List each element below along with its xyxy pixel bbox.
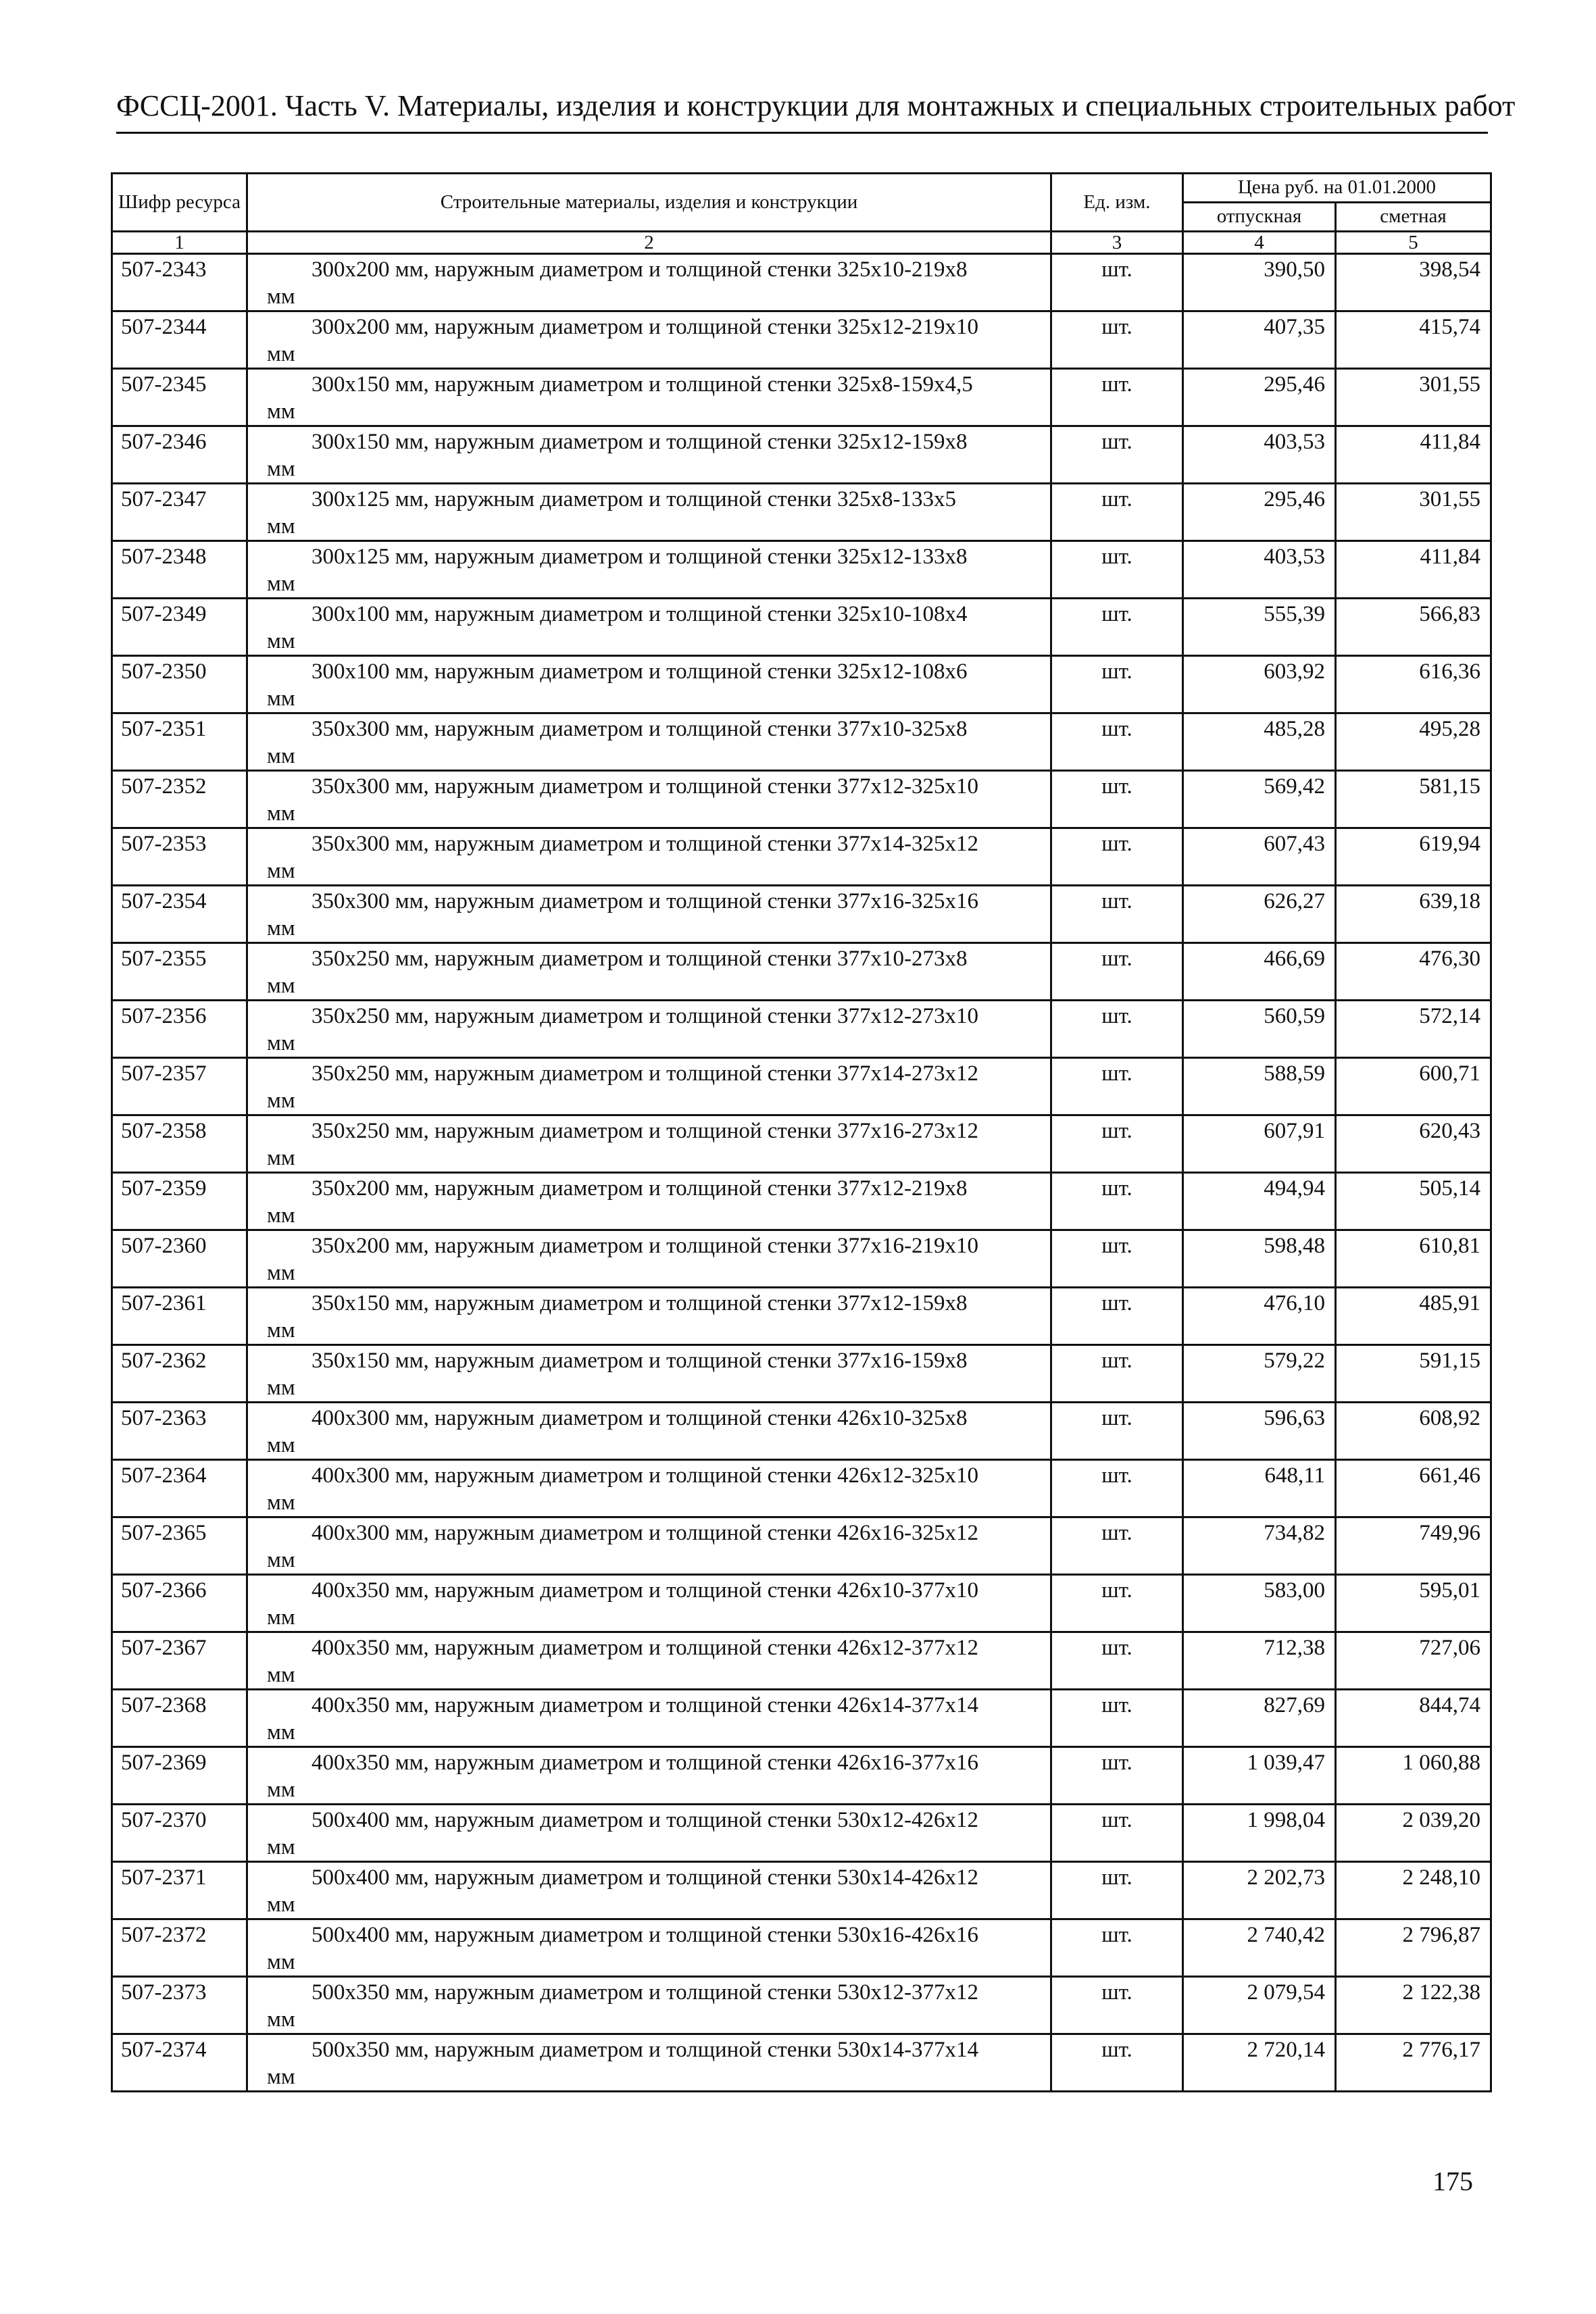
cell-description [247,943,1051,1001]
cell-resource-code: 507-2364 [112,1460,247,1517]
col-header-name: Строительные материалы, изделия и конструкции [247,174,1051,232]
cell-release-price: 579,22 [1183,1345,1336,1403]
description-text: 350х200 мм, наружным диаметром и толщиной стенки 377х12-219х8 [311,1176,968,1201]
cell-unit: шт. [1051,1345,1183,1403]
description-text: 350х150 мм, наружным диаметром и толщиной стенки 377х12-159х8 [311,1291,968,1315]
table-row [112,1805,1491,1862]
description-unit-tail: мм [267,342,295,366]
cell-release-price: 2 720,14 [1183,2034,1336,2092]
col-number-1: 1 [112,232,247,254]
cell-description [247,1919,1051,1977]
cell-estimate-price: 301,55 [1336,369,1491,426]
table-row [112,1632,1491,1690]
cell-unit: шт. [1051,1173,1183,1230]
table-row [112,1173,1491,1230]
table-row [112,484,1491,541]
cell-estimate-price: 398,54 [1336,254,1491,311]
cell-resource-code: 507-2351 [112,713,247,771]
cell-estimate-price: 505,14 [1336,1173,1491,1230]
cell-unit: шт. [1051,1288,1183,1345]
cell-resource-code: 507-2352 [112,771,247,828]
cell-release-price: 295,46 [1183,484,1336,541]
cell-description [247,1747,1051,1805]
col-header-estimate: сметная [1336,203,1491,232]
cell-estimate-price: 2 122,38 [1336,1977,1491,2034]
description-text: 400х350 мм, наружным диаметром и толщиной стенки 426х12-377х12 [311,1636,979,1660]
cell-resource-code: 507-2368 [112,1690,247,1747]
cell-description [247,1805,1051,1862]
cell-resource-code: 507-2349 [112,599,247,656]
cell-description [247,1001,1051,1058]
cell-estimate-price: 749,96 [1336,1517,1491,1575]
cell-unit: шт. [1051,1690,1183,1747]
description-unit-tail: мм [267,1031,295,1055]
cell-resource-code: 507-2350 [112,656,247,713]
cell-unit: шт. [1051,1747,1183,1805]
cell-description [247,1403,1051,1460]
cell-description [247,1517,1051,1575]
cell-resource-code: 507-2357 [112,1058,247,1115]
table-row [112,254,1491,311]
description-unit-tail: мм [267,1146,295,1170]
table-row [112,1345,1491,1403]
description-unit-tail: мм [267,2065,295,2089]
cell-release-price: 2 079,54 [1183,1977,1336,2034]
cell-estimate-price: 301,55 [1336,484,1491,541]
description-unit-tail: мм [267,1433,295,1457]
description-unit-tail: мм [267,1950,295,1974]
table-row [112,1403,1491,1460]
cell-estimate-price: 566,83 [1336,599,1491,656]
cell-estimate-price: 581,15 [1336,771,1491,828]
cell-estimate-price: 727,06 [1336,1632,1491,1690]
table-head [112,174,1491,254]
cell-release-price: 555,39 [1183,599,1336,656]
cell-description [247,2034,1051,2092]
table-row [112,943,1491,1001]
cell-resource-code: 507-2374 [112,2034,247,2092]
cell-description [247,1173,1051,1230]
cell-resource-code: 507-2362 [112,1345,247,1403]
cell-unit: шт. [1051,484,1183,541]
description-unit-tail: мм [267,1318,295,1342]
cell-description [247,541,1051,599]
cell-release-price: 607,91 [1183,1115,1336,1173]
description-text: 300х200 мм, наружным диаметром и толщиной стенки 325х12-219х10 [311,315,979,339]
description-text: 300х125 мм, наружным диаметром и толщиной стенки 325х12-133х8 [311,545,968,569]
description-text: 300х150 мм, наружным диаметром и толщиной стенки 325х8-159х4,5 [311,372,973,397]
description-text: 500х400 мм, наружным диаметром и толщиной стенки 530х14-426х12 [311,1865,979,1890]
cell-estimate-price: 595,01 [1336,1575,1491,1632]
cell-release-price: 407,35 [1183,311,1336,369]
cell-description [247,1058,1051,1115]
cell-resource-code: 507-2372 [112,1919,247,1977]
cell-description [247,599,1051,656]
description-unit-tail: мм [267,457,295,481]
table-row [112,886,1491,943]
description-unit-tail: мм [267,1778,295,1802]
cell-estimate-price: 476,30 [1336,943,1491,1001]
table-row [112,1747,1491,1805]
description-text: 300х100 мм, наружным диаметром и толщиной стенки 325х10-108х4 [311,602,968,626]
table-row [112,2034,1491,2092]
description-text: 350х300 мм, наружным диаметром и толщиной стенки 377х12-325х10 [311,774,979,799]
price-table [111,172,1492,2092]
table-body [112,254,1491,2092]
cell-resource-code: 507-2365 [112,1517,247,1575]
table-row [112,1115,1491,1173]
table-row [112,771,1491,828]
description-unit-tail: мм [267,1203,295,1228]
description-unit-tail: мм [267,1663,295,1687]
cell-description [247,311,1051,369]
table-row [112,713,1491,771]
cell-estimate-price: 639,18 [1336,886,1491,943]
cell-release-price: 295,46 [1183,369,1336,426]
cell-resource-code: 507-2354 [112,886,247,943]
cell-resource-code: 507-2373 [112,1977,247,2034]
cell-resource-code: 507-2355 [112,943,247,1001]
cell-description [247,1345,1051,1403]
col-number-5: 5 [1336,232,1491,254]
cell-estimate-price: 844,74 [1336,1690,1491,1747]
description-text: 500х400 мм, наружным диаметром и толщиной стенки 530х12-426х12 [311,1808,979,1832]
cell-estimate-price: 411,84 [1336,426,1491,484]
description-text: 400х300 мм, наружным диаметром и толщиной стенки 426х10-325х8 [311,1406,968,1430]
page-header-title: ФССЦ-2001. Часть V. Материалы, изделия и конструкции для монтажных и специальных строительных работ [116,89,1516,122]
table-row [112,599,1491,656]
cell-release-price: 626,27 [1183,886,1336,943]
cell-resource-code: 507-2345 [112,369,247,426]
description-unit-tail: мм [267,859,295,883]
cell-unit: шт. [1051,713,1183,771]
description-unit-tail: мм [267,801,295,826]
cell-unit: шт. [1051,771,1183,828]
cell-unit: шт. [1051,369,1183,426]
description-text: 350х250 мм, наружным диаметром и толщиной стенки 377х16-273х12 [311,1119,979,1143]
cell-release-price: 403,53 [1183,541,1336,599]
table-row [112,1517,1491,1575]
description-unit-tail: мм [267,1835,295,1859]
cell-unit: шт. [1051,1575,1183,1632]
col-number-2: 2 [247,232,1051,254]
cell-unit: шт. [1051,1919,1183,1977]
table-row [112,1230,1491,1288]
description-text: 300х100 мм, наружным диаметром и толщиной стенки 325х12-108х6 [311,659,968,684]
cell-unit: шт. [1051,1862,1183,1919]
table-row [112,1288,1491,1345]
cell-release-price: 607,43 [1183,828,1336,886]
cell-estimate-price: 608,92 [1336,1403,1491,1460]
cell-release-price: 494,94 [1183,1173,1336,1230]
cell-estimate-price: 661,46 [1336,1460,1491,1517]
cell-description [247,1575,1051,1632]
table-row [112,426,1491,484]
description-unit-tail: мм [267,1376,295,1400]
description-unit-tail: мм [267,744,295,768]
description-text: 300х125 мм, наружным диаметром и толщиной стенки 325х8-133х5 [311,487,957,511]
cell-unit: шт. [1051,1805,1183,1862]
description-unit-tail: мм [267,1892,295,1917]
description-unit-tail: мм [267,514,295,538]
cell-release-price: 648,11 [1183,1460,1336,1517]
cell-description [247,713,1051,771]
cell-release-price: 596,63 [1183,1403,1336,1460]
description-text: 350х250 мм, наружным диаметром и толщиной стенки 377х12-273х10 [311,1004,979,1028]
cell-release-price: 588,59 [1183,1058,1336,1115]
cell-release-price: 476,10 [1183,1288,1336,1345]
cell-unit: шт. [1051,943,1183,1001]
description-text: 500х350 мм, наружным диаметром и толщиной стенки 530х12-377х12 [311,1980,979,2005]
cell-release-price: 603,92 [1183,656,1336,713]
cell-unit: шт. [1051,426,1183,484]
description-text: 350х200 мм, наружным диаметром и толщиной стенки 377х16-219х10 [311,1234,979,1258]
cell-estimate-price: 620,43 [1336,1115,1491,1173]
table-row [112,1919,1491,1977]
description-text: 400х350 мм, наружным диаметром и толщиной стенки 426х14-377х14 [311,1693,979,1717]
description-text: 350х300 мм, наружным диаметром и толщиной стенки 377х14-325х12 [311,832,979,856]
cell-resource-code: 507-2358 [112,1115,247,1173]
cell-description [247,886,1051,943]
cell-unit: шт. [1051,1977,1183,2034]
cell-resource-code: 507-2366 [112,1575,247,1632]
cell-estimate-price: 2 248,10 [1336,1862,1491,1919]
description-unit-tail: мм [267,1088,295,1113]
cell-estimate-price: 2 776,17 [1336,2034,1491,2092]
description-unit-tail: мм [267,2007,295,2032]
description-text: 350х300 мм, наружным диаметром и толщиной стенки 377х10-325х8 [311,717,968,741]
cell-unit: шт. [1051,1230,1183,1288]
description-text: 350х250 мм, наружным диаметром и толщиной стенки 377х10-273х8 [311,947,968,971]
description-text: 400х350 мм, наружным диаметром и толщиной стенки 426х10-377х10 [311,1578,979,1603]
cell-description [247,828,1051,886]
cell-description [247,1632,1051,1690]
cell-description [247,1230,1051,1288]
table-row [112,1460,1491,1517]
cell-release-price: 2 740,42 [1183,1919,1336,1977]
cell-description [247,656,1051,713]
cell-resource-code: 507-2344 [112,311,247,369]
cell-resource-code: 507-2363 [112,1403,247,1460]
table-row [112,1058,1491,1115]
description-unit-tail: мм [267,284,295,309]
table-row [112,369,1491,426]
cell-unit: шт. [1051,886,1183,943]
cell-release-price: 734,82 [1183,1517,1336,1575]
table-row [112,1690,1491,1747]
cell-estimate-price: 600,71 [1336,1058,1491,1115]
table-row [112,1862,1491,1919]
col-header-release: отпускная [1183,203,1336,232]
description-unit-tail: мм [267,1490,295,1515]
cell-unit: шт. [1051,656,1183,713]
cell-release-price: 827,69 [1183,1690,1336,1747]
cell-resource-code: 507-2356 [112,1001,247,1058]
cell-resource-code: 507-2360 [112,1230,247,1288]
cell-estimate-price: 572,14 [1336,1001,1491,1058]
description-text: 400х350 мм, наружным диаметром и толщиной стенки 426х16-377х16 [311,1751,979,1775]
description-text: 300х150 мм, наружным диаметром и толщиной стенки 325х12-159х8 [311,430,968,454]
cell-estimate-price: 495,28 [1336,713,1491,771]
cell-release-price: 569,42 [1183,771,1336,828]
cell-resource-code: 507-2367 [112,1632,247,1690]
cell-description [247,1977,1051,2034]
cell-unit: шт. [1051,828,1183,886]
cell-description [247,254,1051,311]
cell-description [247,369,1051,426]
cell-estimate-price: 591,15 [1336,1345,1491,1403]
cell-resource-code: 507-2347 [112,484,247,541]
cell-estimate-price: 415,74 [1336,311,1491,369]
table-row [112,1001,1491,1058]
page-number: 175 [1432,2166,1473,2196]
cell-estimate-price: 1 060,88 [1336,1747,1491,1805]
description-unit-tail: мм [267,1605,295,1630]
cell-unit: шт. [1051,311,1183,369]
cell-unit: шт. [1051,1115,1183,1173]
table-row [112,541,1491,599]
cell-resource-code: 507-2370 [112,1805,247,1862]
description-text: 500х400 мм, наружным диаметром и толщиной стенки 530х16-426х16 [311,1923,979,1947]
cell-release-price: 560,59 [1183,1001,1336,1058]
cell-release-price: 583,00 [1183,1575,1336,1632]
cell-estimate-price: 619,94 [1336,828,1491,886]
description-text: 500х350 мм, наружным диаметром и толщиной стенки 530х14-377х14 [311,2038,979,2062]
cell-resource-code: 507-2371 [112,1862,247,1919]
col-number-4: 4 [1183,232,1336,254]
cell-unit: шт. [1051,1058,1183,1115]
cell-description [247,1115,1051,1173]
description-unit-tail: мм [267,572,295,596]
cell-release-price: 1 998,04 [1183,1805,1336,1862]
description-text: 350х250 мм, наружным диаметром и толщиной стенки 377х14-273х12 [311,1061,979,1086]
cell-estimate-price: 2 796,87 [1336,1919,1491,1977]
cell-release-price: 485,28 [1183,713,1336,771]
description-unit-tail: мм [267,1548,295,1572]
cell-unit: шт. [1051,2034,1183,2092]
cell-resource-code: 507-2369 [112,1747,247,1805]
cell-resource-code: 507-2348 [112,541,247,599]
description-text: 350х300 мм, наружным диаметром и толщиной стенки 377х16-325х16 [311,889,979,913]
table-row [112,1575,1491,1632]
cell-release-price: 712,38 [1183,1632,1336,1690]
header-divider [116,132,1488,134]
cell-release-price: 1 039,47 [1183,1747,1336,1805]
description-unit-tail: мм [267,1261,295,1285]
description-unit-tail: мм [267,916,295,940]
description-text: 300х200 мм, наружным диаметром и толщиной стенки 325х10-219х8 [311,257,968,282]
cell-estimate-price: 411,84 [1336,541,1491,599]
col-header-price: Цена руб. на 01.01.2000 [1183,174,1491,203]
cell-description [247,1862,1051,1919]
cell-description [247,484,1051,541]
col-number-3: 3 [1051,232,1183,254]
cell-unit: шт. [1051,1403,1183,1460]
description-text: 350х150 мм, наружным диаметром и толщиной стенки 377х16-159х8 [311,1349,968,1373]
cell-resource-code: 507-2359 [112,1173,247,1230]
cell-description [247,1690,1051,1747]
cell-description [247,1460,1051,1517]
col-header-unit: Ед. изм. [1051,174,1183,232]
cell-unit: шт. [1051,541,1183,599]
cell-release-price: 2 202,73 [1183,1862,1336,1919]
cell-resource-code: 507-2343 [112,254,247,311]
col-header-code: Шифр ресурса [112,174,247,232]
description-unit-tail: мм [267,629,295,653]
cell-estimate-price: 2 039,20 [1336,1805,1491,1862]
cell-release-price: 466,69 [1183,943,1336,1001]
cell-unit: шт. [1051,254,1183,311]
cell-unit: шт. [1051,1460,1183,1517]
table-row [112,656,1491,713]
description-text: 400х300 мм, наружным диаметром и толщиной стенки 426х12-325х10 [311,1463,979,1488]
cell-description [247,771,1051,828]
cell-resource-code: 507-2346 [112,426,247,484]
table-row [112,311,1491,369]
cell-release-price: 598,48 [1183,1230,1336,1288]
description-text: 400х300 мм, наружным диаметром и толщиной стенки 426х16-325х12 [311,1521,979,1545]
cell-estimate-price: 485,91 [1336,1288,1491,1345]
cell-description [247,426,1051,484]
cell-unit: шт. [1051,599,1183,656]
cell-release-price: 390,50 [1183,254,1336,311]
cell-resource-code: 507-2361 [112,1288,247,1345]
description-unit-tail: мм [267,399,295,424]
table-row [112,1977,1491,2034]
cell-estimate-price: 616,36 [1336,656,1491,713]
table-row [112,828,1491,886]
cell-release-price: 403,53 [1183,426,1336,484]
cell-description [247,1288,1051,1345]
description-unit-tail: мм [267,1720,295,1744]
cell-estimate-price: 610,81 [1336,1230,1491,1288]
cell-resource-code: 507-2353 [112,828,247,886]
cell-unit: шт. [1051,1517,1183,1575]
cell-unit: шт. [1051,1632,1183,1690]
cell-unit: шт. [1051,1001,1183,1058]
description-unit-tail: мм [267,974,295,998]
description-unit-tail: мм [267,686,295,711]
